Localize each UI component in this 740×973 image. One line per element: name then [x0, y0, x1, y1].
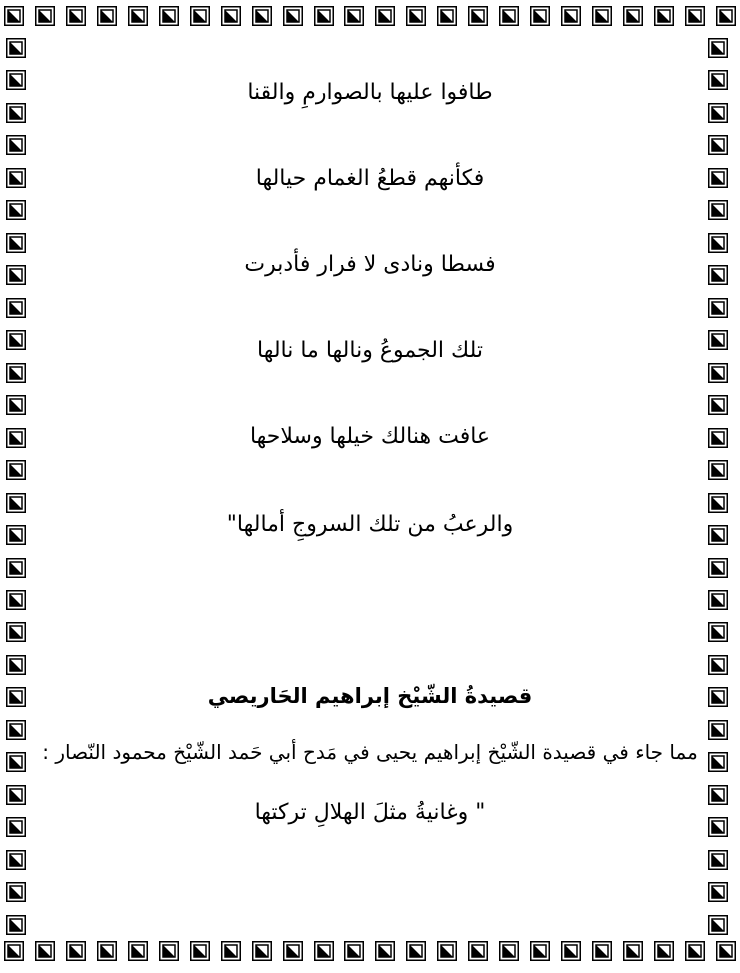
- border-ornament-icon: [6, 525, 26, 545]
- border-ornament-icon: [6, 687, 26, 707]
- border-ornament-icon: [6, 850, 26, 870]
- border-ornament-icon: [6, 70, 26, 90]
- border-ornament-icon: [708, 558, 728, 578]
- border-ornament-icon: [708, 265, 728, 285]
- border-ornament-icon: [6, 785, 26, 805]
- verse-line: فكأنهم قطعُ الغمام حيالها: [255, 166, 485, 191]
- border-ornament-icon: [708, 882, 728, 902]
- border-ornament-icon: [6, 330, 26, 350]
- border-ornament-icon: [4, 941, 24, 961]
- border-ornament-icon: [708, 720, 728, 740]
- border-ornament-icon: [6, 363, 26, 383]
- border-ornament-icon: [6, 233, 26, 253]
- border-ornament-icon: [6, 752, 26, 772]
- border-right: [708, 38, 734, 935]
- border-ornament-icon: [708, 298, 728, 318]
- border-ornament-icon: [6, 558, 26, 578]
- border-ornament-icon: [708, 70, 728, 90]
- border-ornament-icon: [708, 233, 728, 253]
- border-ornament-icon: [708, 622, 728, 642]
- section-title: قصيدةُ الشّيْخ إبراهيم الحَاريصي: [207, 684, 533, 708]
- border-ornament-icon: [708, 200, 728, 220]
- verse-line: والرعبُ من تلك السروجِ أمالها": [226, 512, 514, 537]
- border-ornament-icon: [716, 6, 736, 26]
- border-ornament-icon: [6, 590, 26, 610]
- border-left: [6, 38, 32, 935]
- border-ornament-icon: [708, 493, 728, 513]
- border-ornament-icon: [716, 941, 736, 961]
- verse-line: " وغانيةُ مثلَ الهلالِ تركتها: [254, 800, 486, 825]
- border-ornament-icon: [6, 817, 26, 837]
- border-ornament-icon: [6, 395, 26, 415]
- border-ornament-icon: [6, 38, 26, 58]
- border-ornament-icon: [6, 720, 26, 740]
- border-ornament-icon: [708, 850, 728, 870]
- border-ornament-icon: [708, 915, 728, 935]
- border-ornament-icon: [708, 655, 728, 675]
- page-content: [40, 0, 700, 973]
- border-ornament-icon: [708, 38, 728, 58]
- border-ornament-icon: [708, 525, 728, 545]
- intro-line: مما جاء في قصيدة الشّيْخ إبراهيم يحيى في مَدح أبي حَمد الشّيْخ محمود النّصار :: [42, 740, 698, 764]
- verse-line: فسطا ونادى لا فرار فأدبرت: [244, 252, 496, 277]
- verse-line: طافوا عليها بالصوارمِ والقنا: [247, 80, 493, 105]
- verse-line: عافت هنالك خيلها وسلاحها: [249, 424, 491, 449]
- border-ornament-icon: [708, 428, 728, 448]
- border-ornament-icon: [708, 687, 728, 707]
- border-ornament-icon: [708, 330, 728, 350]
- border-ornament-icon: [708, 395, 728, 415]
- border-ornament-icon: [6, 460, 26, 480]
- border-ornament-icon: [6, 915, 26, 935]
- border-ornament-icon: [708, 103, 728, 123]
- border-ornament-icon: [708, 752, 728, 772]
- border-ornament-icon: [4, 6, 24, 26]
- border-ornament-icon: [6, 298, 26, 318]
- border-ornament-icon: [6, 428, 26, 448]
- border-ornament-icon: [6, 622, 26, 642]
- border-ornament-icon: [708, 363, 728, 383]
- border-ornament-icon: [708, 168, 728, 188]
- border-ornament-icon: [6, 882, 26, 902]
- border-ornament-icon: [6, 200, 26, 220]
- border-ornament-icon: [708, 135, 728, 155]
- border-ornament-icon: [6, 265, 26, 285]
- verse-line: تلك الجموعُ ونالها ما نالها: [256, 338, 483, 363]
- border-ornament-icon: [6, 103, 26, 123]
- border-ornament-icon: [708, 785, 728, 805]
- border-ornament-icon: [708, 817, 728, 837]
- border-ornament-icon: [6, 655, 26, 675]
- border-ornament-icon: [6, 135, 26, 155]
- border-ornament-icon: [708, 460, 728, 480]
- border-ornament-icon: [708, 590, 728, 610]
- border-ornament-icon: [6, 493, 26, 513]
- border-ornament-icon: [6, 168, 26, 188]
